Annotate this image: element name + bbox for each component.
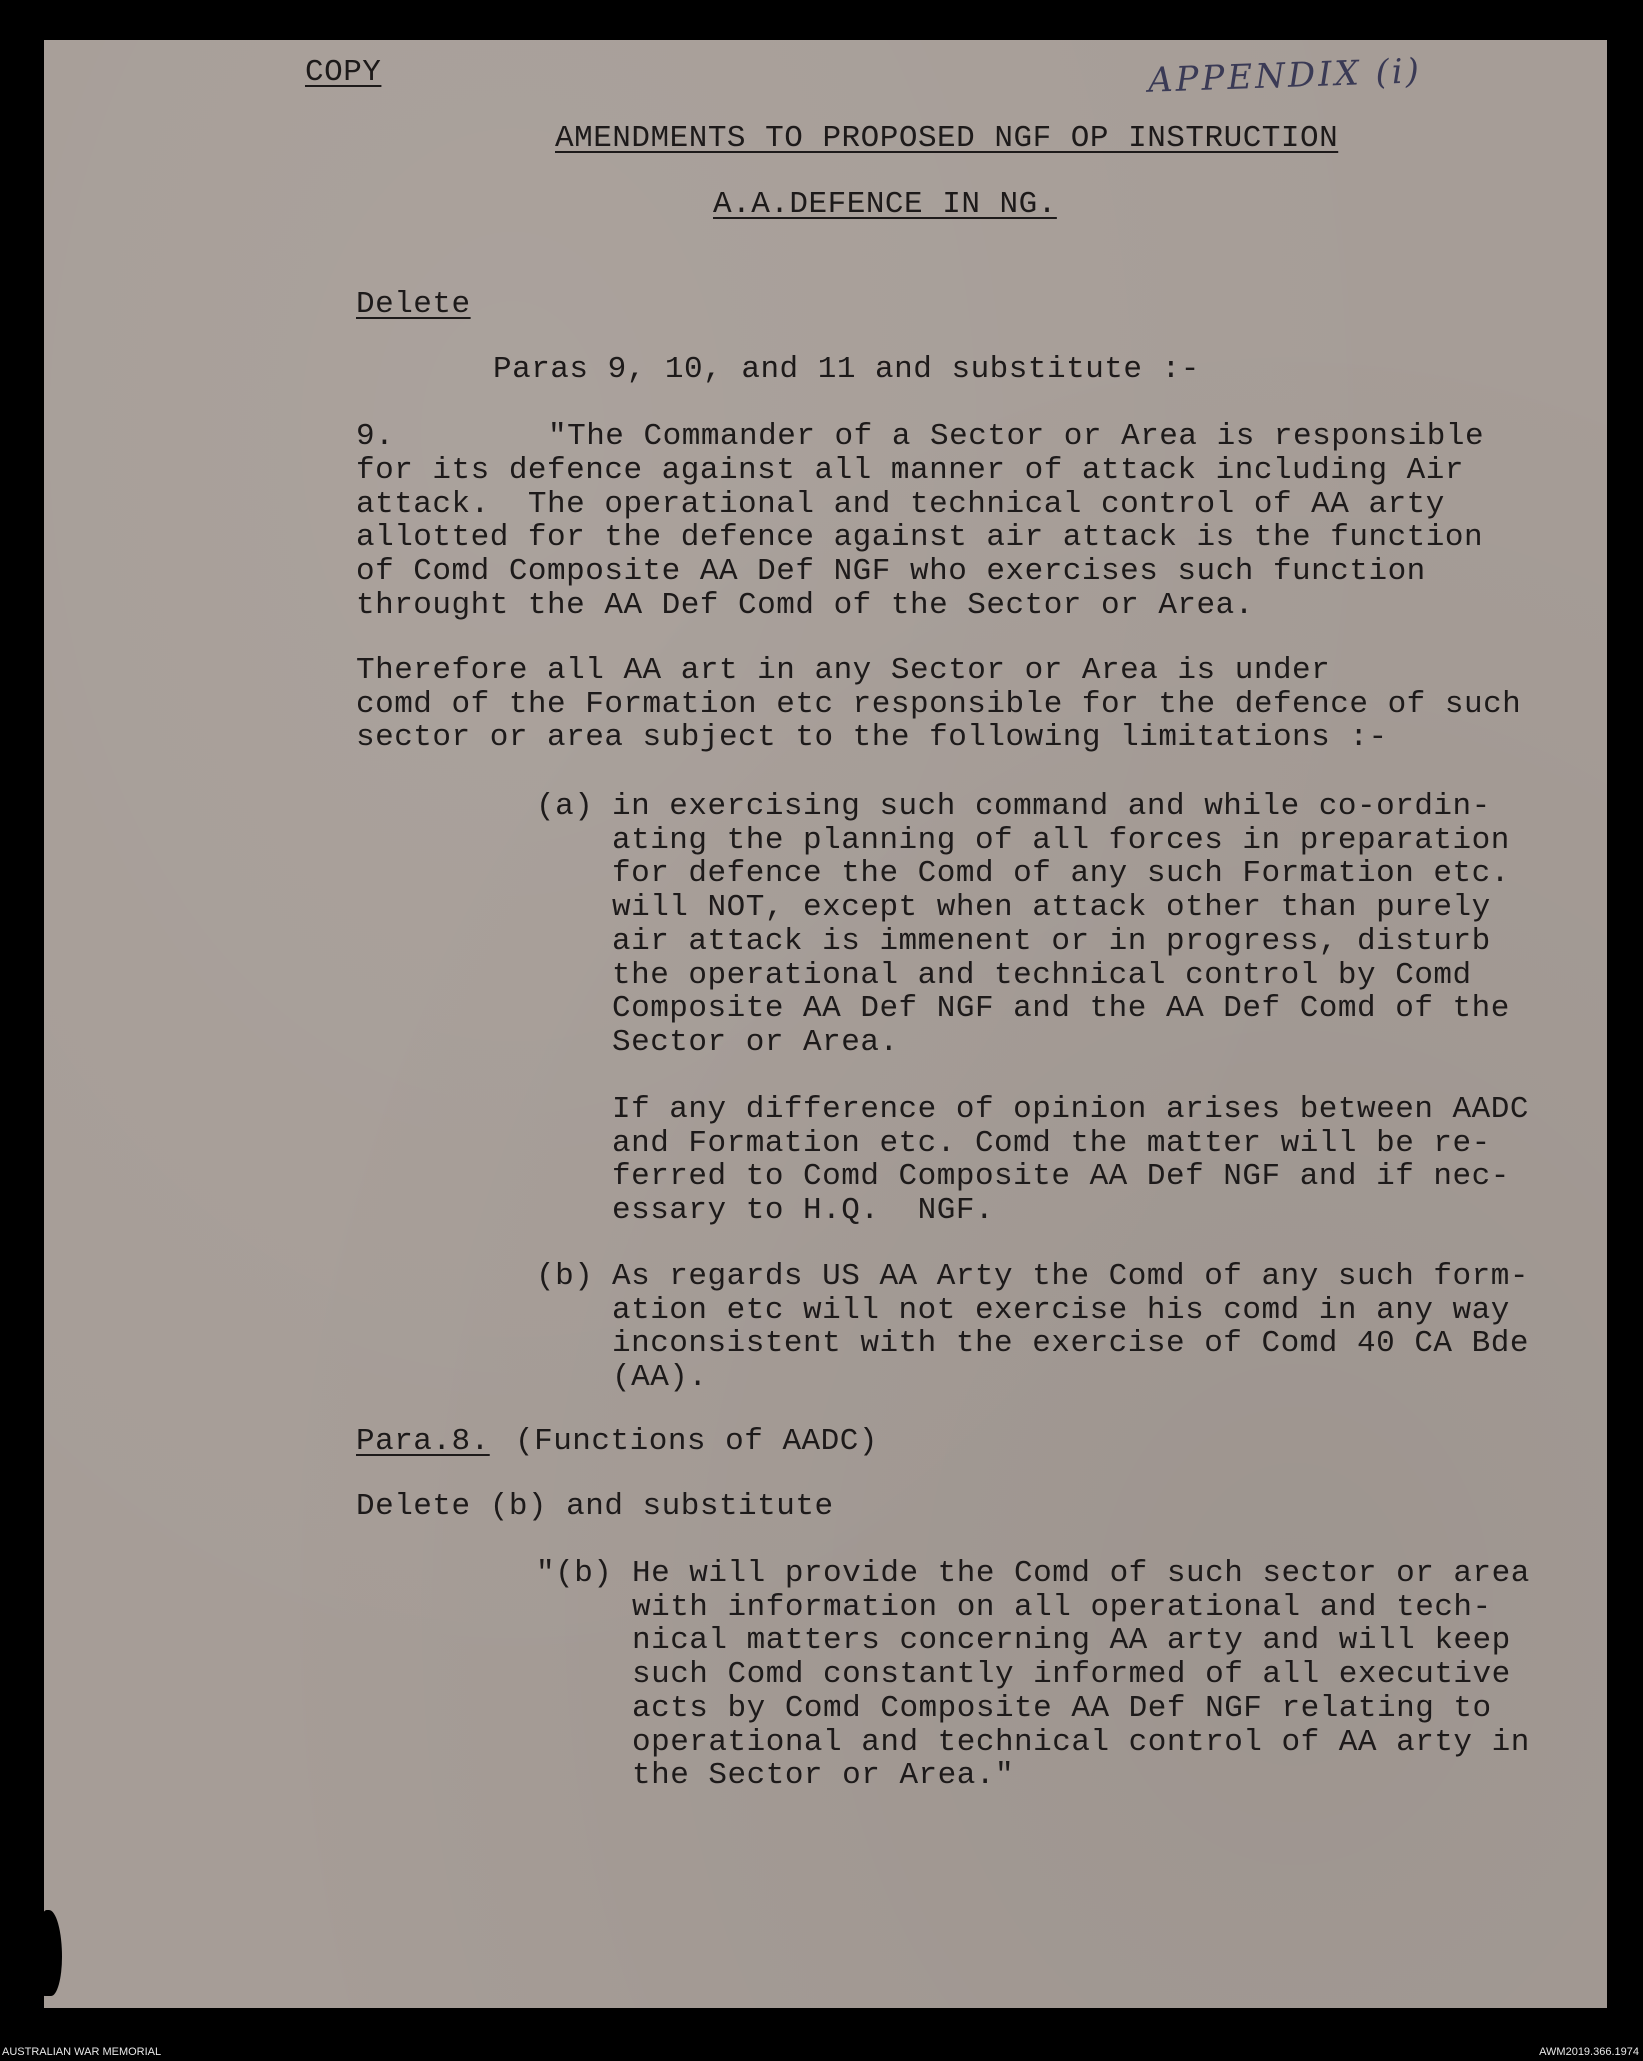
handwritten-note: APPENDIX (i): [1147, 51, 1423, 101]
item-a-followup: If any difference of opinion arises between AADC and Formation etc. Comd the matter will be re- ferred to Comd Composite AA Def NGF and if nec- essary to H.Q. NGF.: [612, 1092, 1529, 1229]
new-b-label: "(b): [536, 1556, 613, 1591]
section-heading-delete: Delete: [356, 287, 471, 322]
para9-body: for its defence against all manner of attack including Air attack. The operational and technical control of AA arty allotted for the defence against air attack is the function of Comd Composite AA Def NGF who exercises such function throught the AA Def Comd of the Sector or Area.: [356, 453, 1484, 623]
document-title: AMENDMENTS TO PROPOSED NGF OP INSTRUCTION: [555, 121, 1339, 156]
para9-first-line: "The Commander of a Sector or Area is responsible: [548, 419, 1485, 454]
document-subtitle: A.A.DEFENCE IN NG.: [713, 187, 1057, 222]
footer-source: AUSTRALIAN WAR MEMORIAL: [2, 2046, 162, 2058]
item-a-label: (a): [536, 789, 594, 824]
new-b-text: He will provide the Comd of such sector or area with information on all operational and tech- nical matters concerning AA arty and will keep such Comd constantly informed of all executive acts by Comd Composite AA Def NGF relating to operational and technical control of AA arty in the Sector or Area.": [632, 1556, 1530, 1794]
item-b-label: (b): [536, 1259, 594, 1294]
para9-continued: Therefore all AA art in any Sector or Area is under comd of the Formation etc responsible for the defence of such sector or area subject to the following limitations :-: [356, 653, 1522, 756]
para8-description: (Functions of AADC): [515, 1424, 878, 1459]
item-a-text: in exercising such command and while co-ordin- ating the planning of all forces in preparation for defence the Comd of any such Formation etc. will NOT, except when attack other than purely air attack is immenent or in progress, disturb the operational and technical control by Comd Composite AA Def NGF and the AA Def Comd of the Sector or Area.: [612, 789, 1510, 1060]
item-b-text: As regards US AA Arty the Comd of any such form- ation etc will not exercise his comd in any way inconsistent with the exercise of Comd 40 CA Bde (AA).: [612, 1259, 1529, 1396]
para8-heading: Para.8.: [356, 1424, 490, 1459]
para8-instruction: Delete (b) and substitute: [356, 1489, 834, 1524]
footer-reference: AWM2019.366.1974: [1539, 2046, 1639, 2058]
section-instruction: Paras 9, 10, and 11 and substitute :-: [493, 352, 1200, 387]
para9-number: 9.: [356, 419, 395, 454]
copy-label: COPY: [305, 55, 382, 90]
